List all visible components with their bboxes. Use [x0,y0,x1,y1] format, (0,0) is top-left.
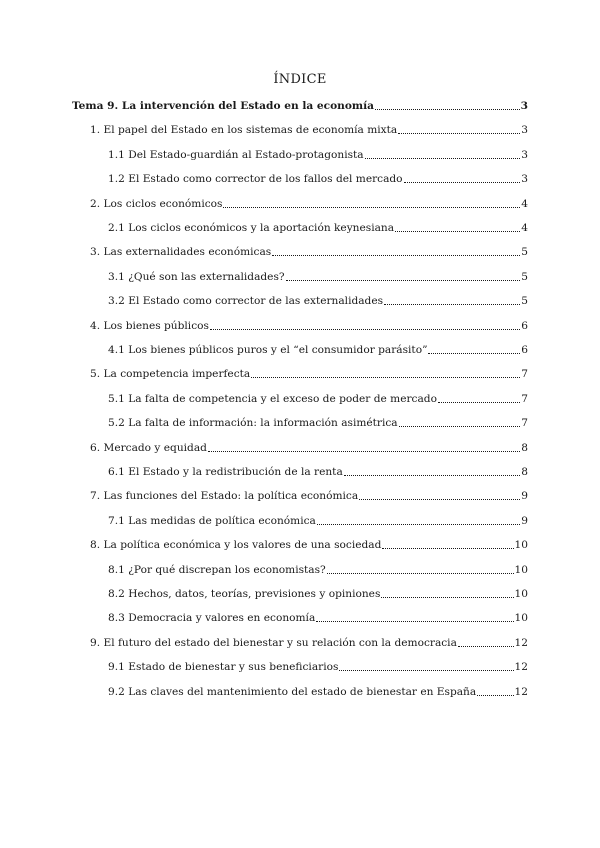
toc-entry-label: 9.2 Las claves del mantenimiento del estado de bienestar en España [108,685,477,698]
toc-dot-leader [477,685,513,696]
toc-entry-label: 6. Mercado y equidad [90,441,207,454]
toc-entry-page-number: 10 [514,539,528,552]
toc-entry-page-number: 8 [521,441,528,454]
toc-dot-leader [339,660,513,671]
toc-entry-page-number: 3 [521,124,528,137]
toc-dot-leader [344,465,520,476]
toc-dot-leader [223,197,520,208]
toc-entry-label: 1.2 El Estado como corrector de los fallos del mercado [108,173,403,186]
toc-entry-label: 5.2 La falta de información: la información asimétrica [108,417,398,430]
toc-entry-label: 7. Las funciones del Estado: la política económica [90,490,359,503]
toc-entry-page-number: 7 [521,392,528,405]
toc-dot-leader [458,636,514,647]
toc-entry-section[interactable] [90,318,528,333]
toc-dot-leader [382,538,513,549]
toc-entry-section[interactable] [90,440,528,455]
toc-entry-label: 2. Los ciclos económicos [90,197,223,210]
toc-entry-subsection[interactable] [108,415,528,430]
toc-entry-page-number: 12 [514,636,528,649]
toc-dot-leader [381,587,513,598]
toc-title: ÍNDICE [273,72,327,87]
toc-entry-label: 3.2 El Estado como corrector de las externalidades [108,295,384,308]
toc-entry-page-number: 9 [521,514,528,527]
toc-entry-page-number: 5 [521,270,528,283]
toc-entry-label: 3. Las externalidades económicas [90,246,272,259]
toc-entry-label: 4. Los bienes públicos [90,319,209,332]
toc-entry-label: 1.1 Del Estado-guardián al Estado-protagonista [108,148,364,161]
toc-entry-label: 8.2 Hechos, datos, teorías, previsiones y opiniones [108,588,381,600]
toc-entry-subsection[interactable] [108,391,528,406]
toc-entry-section[interactable] [90,635,528,650]
toc-dot-leader [359,489,520,500]
toc-entry-section[interactable] [90,244,528,259]
toc-entry-label: 8. La política económica y los valores de una sociedad [90,539,382,552]
toc-dot-leader [399,416,521,427]
toc-entry-label: 3.1 ¿Qué son las externalidades? [108,270,285,283]
toc-dot-leader [428,343,520,354]
toc-entry-label: 9.1 Estado de bienestar y sus beneficiarios [108,661,339,674]
toc-dot-leader [286,270,521,281]
toc-dot-leader [317,514,520,525]
toc-entry-label: 1. El papel del Estado en los sistemas de economía mixta [90,124,398,137]
toc-dot-leader [384,294,520,305]
toc-entry-section[interactable] [90,488,528,503]
toc-dot-leader [251,367,520,378]
toc-entry-label: 5. La competencia imperfecta [90,368,251,381]
toc-dot-leader [365,148,521,159]
toc-entry-page-number: 3 [521,173,528,186]
toc-entry-page-number: 10 [514,612,528,625]
toc-entry-subsection[interactable] [108,147,528,162]
toc-entry-section[interactable] [90,122,528,137]
toc-entry-label: 6.1 El Estado y la redistribución de la renta [108,466,343,478]
toc-entry-label: 4.1 Los bienes públicos puros y el “el consumidor parásito” [108,344,428,356]
toc-entry-page-number: 12 [514,661,528,674]
toc-entry-subsection[interactable] [108,293,528,308]
toc-entry-label: 5.1 La falta de competencia y el exceso de poder de mercado [108,392,437,405]
toc-dot-leader [395,221,520,232]
toc-entry-page-number: 10 [514,563,528,576]
toc-entry-page-number: 6 [521,344,528,356]
toc-dot-leader [398,123,520,134]
toc-entry-label: Tema 9. La intervención del Estado en la economía [72,100,375,112]
toc-entry-page-number: 6 [521,319,528,332]
toc-entry-subsection[interactable] [108,659,528,674]
toc-entry-label: 9. El futuro del estado del bienestar y su relación con la democracia [90,636,457,649]
toc-entry-subsection[interactable] [108,342,528,357]
toc-dot-leader [375,99,520,110]
toc-entry-page-number: 12 [514,685,528,698]
toc-entry-subsection[interactable] [108,220,528,235]
toc-entry-page-number: 9 [521,490,528,503]
toc-dot-leader [208,441,520,452]
toc-dot-leader [438,392,520,403]
toc-entry-subsection[interactable] [108,562,528,577]
toc-dot-leader [404,172,521,183]
toc-entry-label: 2.1 Los ciclos económicos y la aportación keynesiana [108,222,395,234]
toc-entry-label: 8.3 Democracia y valores en economía [108,612,316,625]
toc-entry-subsection[interactable] [108,269,528,284]
toc-entry-chapter[interactable] [72,98,528,113]
toc-entry-label: 7.1 Las medidas de política económica [108,514,316,527]
toc-entry-page-number: 5 [521,246,528,259]
toc-entry-subsection[interactable] [108,684,528,699]
toc-entry-section[interactable] [90,537,528,552]
toc-entry-label: 8.1 ¿Por qué discrepan los economistas? [108,563,326,576]
toc-dot-leader [210,319,520,330]
toc-entry-page-number: 3 [521,148,528,161]
toc-entry-page-number: 7 [521,417,528,430]
toc-entry-page-number: 4 [521,197,528,210]
toc-entry-subsection[interactable] [108,171,528,186]
toc-entry-subsection[interactable] [108,513,528,528]
toc-dot-leader [327,563,514,574]
toc-entry-subsection[interactable] [108,610,528,625]
toc-entry-section[interactable] [90,196,528,211]
toc-entry-page-number: 10 [514,588,528,600]
toc-entry-page-number: 8 [521,466,528,478]
toc-dot-leader [316,611,513,622]
toc-dot-leader [272,245,520,256]
toc-entry-page-number: 7 [521,368,528,381]
toc-entry-subsection[interactable] [108,464,528,479]
toc-entry-page-number: 4 [521,222,528,234]
toc-entry-section[interactable] [90,366,528,381]
toc-entry-subsection[interactable] [108,586,528,601]
toc-entry-page-number: 5 [521,295,528,308]
toc-entry-page-number: 3 [520,100,528,112]
